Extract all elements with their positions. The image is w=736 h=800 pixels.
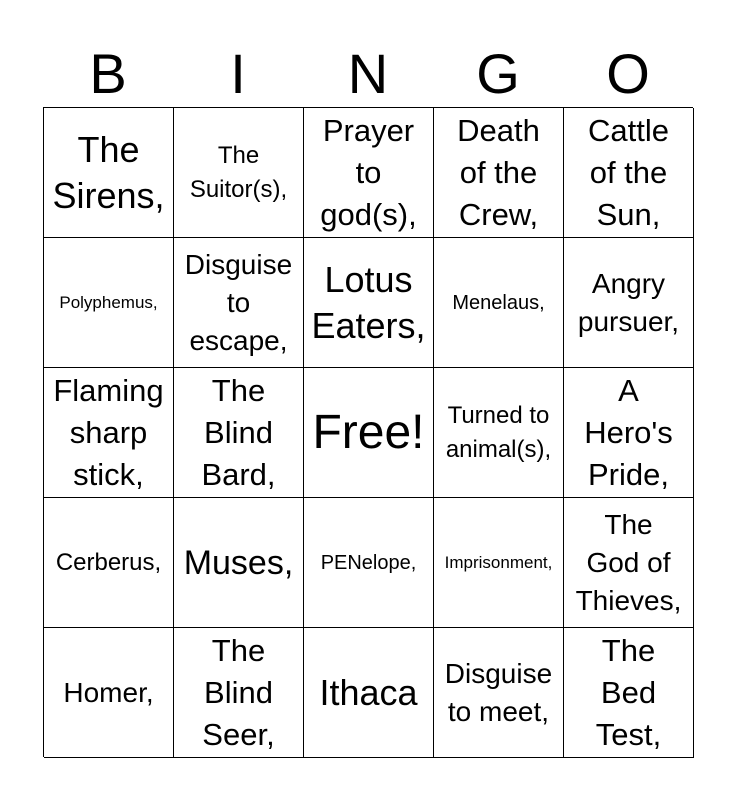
bingo-cell-r3c2 (174, 368, 304, 498)
bingo-cell-r3c5 (564, 368, 694, 498)
header-letter-g: G (476, 42, 520, 105)
bingo-header (43, 40, 693, 108)
header-letter-n: N (347, 42, 389, 105)
cell-text: The Bed Test, (595, 632, 662, 752)
cell-text: PENelope, (320, 551, 417, 574)
bingo-cell-r1c4 (434, 108, 564, 238)
bingo-cell-r2c2 (174, 238, 304, 368)
cell-text: Flaming sharp stick, (53, 372, 164, 492)
bingo-cell-r2c5 (564, 238, 694, 368)
cell-text: Homer, (63, 676, 154, 708)
cell-text: The God of Thieves, (575, 508, 682, 616)
bingo-cell-r1c3 (304, 108, 434, 238)
header-letter-b: B (89, 42, 127, 105)
bingo-cell-r1c5 (564, 108, 694, 238)
cell-text: Muses, (183, 543, 294, 582)
bingo-cell-r4c2 (174, 498, 304, 628)
bingo-cell-r2c3 (304, 238, 434, 368)
bingo-cell-r4c3 (304, 498, 434, 628)
bingo-cell-r5c2 (174, 628, 304, 758)
cell-text: Lotus Eaters, (311, 258, 426, 346)
bingo-cell-r1c2 (174, 108, 304, 238)
cell-text: Cattle of the Sun, (588, 112, 669, 232)
cell-text: A Hero's Pride, (584, 372, 673, 492)
bingo-cell-r4c1 (44, 498, 174, 628)
bingo-cell-r2c1 (44, 238, 174, 368)
bingo-cell-r1c1 (44, 108, 174, 238)
bingo-cell-r5c5 (564, 628, 694, 758)
bingo-grid (43, 107, 693, 757)
cell-text: The Blind Seer, (202, 632, 275, 752)
cell-text: The Sirens, (52, 128, 165, 216)
free-space: Free! (312, 405, 425, 459)
cell-text: The Blind Bard, (201, 372, 276, 492)
cell-text: Disguise to meet, (444, 657, 553, 727)
bingo-cell-r5c1 (44, 628, 174, 758)
bingo-cell-r3c1 (44, 368, 174, 498)
bingo-cell-r5c4 (434, 628, 564, 758)
bingo-cell-r3c3 (304, 368, 434, 498)
cell-text: Imprisonment, (444, 552, 553, 572)
cell-text: Menelaus, (452, 291, 545, 314)
cell-text: Prayer to god(s), (320, 112, 417, 232)
cell-text: Turned to animal(s), (445, 401, 552, 463)
bingo-cell-r2c4 (434, 238, 564, 368)
cell-text: Angry pursuer, (577, 267, 680, 337)
bingo-cell-r5c3 (304, 628, 434, 758)
cell-text: Polyphemus, (59, 292, 158, 312)
header-letter-o: O (606, 42, 650, 105)
cell-text: The Suitor(s), (189, 141, 288, 203)
cell-text: Death of the Crew, (457, 112, 540, 232)
bingo-cell-r3c4 (434, 368, 564, 498)
cell-text: Ithaca (319, 671, 418, 713)
cell-text: Disguise to escape, (184, 248, 293, 356)
cell-text: Cerberus, (55, 548, 162, 576)
header-letter-i: I (230, 42, 246, 105)
bingo-cell-r4c4 (434, 498, 564, 628)
bingo-cell-r4c5 (564, 498, 694, 628)
